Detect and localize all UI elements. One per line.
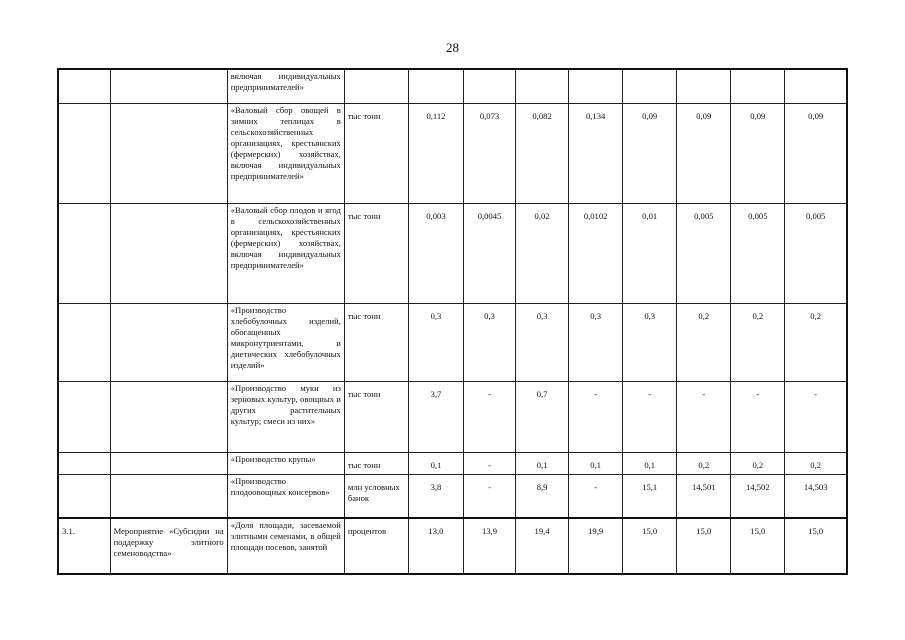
value-cell: -	[623, 381, 677, 452]
value-cell: 0,3	[569, 303, 623, 381]
table-row	[58, 518, 847, 574]
page-number: 28	[446, 40, 459, 55]
indicator-cell: «Валовый сбор овощей в зимних теплицах в сельскохозяйственных организациях, крестьянских (фермерских) хозяйствах, включая индивидуальных предпринимателей»	[227, 103, 344, 203]
unit-cell: тыс тонн	[344, 452, 408, 474]
value-cell: 0,1	[408, 452, 463, 474]
table-row	[58, 103, 847, 203]
value-cell: 15,1	[623, 474, 677, 518]
value-cell	[408, 69, 463, 103]
value-cell: -	[731, 381, 785, 452]
table-row	[58, 69, 847, 103]
value-cell: 0,1	[623, 452, 677, 474]
indicator-cell: «Доля площади, засеваемой элитными семенами, в общей площади посевов, занятой	[227, 518, 344, 574]
value-cell: 13,9	[463, 518, 515, 574]
value-cell: 0,2	[731, 303, 785, 381]
value-cell: 0,2	[785, 452, 847, 474]
value-cell: -	[569, 474, 623, 518]
table-row	[58, 203, 847, 303]
value-cell: -	[463, 474, 515, 518]
table-row	[58, 303, 847, 381]
unit-cell: тыс тонн	[344, 381, 408, 452]
row-code-cell	[58, 303, 110, 381]
value-cell: 13,0	[408, 518, 463, 574]
value-cell: 0,1	[516, 452, 569, 474]
value-cell: 0,0102	[569, 203, 623, 303]
value-cell: -	[785, 381, 847, 452]
value-cell	[463, 69, 515, 103]
indicator-cell: включая индивидуальных предпринимателей»	[227, 69, 344, 103]
unit-cell: млн условных банок	[344, 474, 408, 518]
row-code-cell	[58, 452, 110, 474]
value-cell: 14,501	[677, 474, 731, 518]
value-cell: 0,2	[677, 303, 731, 381]
indicator-cell: «Производство хлебобулочных изделий, обогащенных микронутриентами, и диетических хлебобулочных изделий»	[227, 303, 344, 381]
value-cell: 0,09	[623, 103, 677, 203]
value-cell: 0,005	[785, 203, 847, 303]
unit-cell: тыс тонн	[344, 203, 408, 303]
value-cell: 15,0	[785, 518, 847, 574]
value-cell: 0,112	[408, 103, 463, 203]
unit-cell: тыс тонн	[344, 303, 408, 381]
value-cell: 0,073	[463, 103, 515, 203]
indicator-cell: «Производство муки из зерновых культур, овощных и других растительных культур; смеси из них»	[227, 381, 344, 452]
row-code-cell	[58, 103, 110, 203]
value-cell	[516, 69, 569, 103]
value-cell: -	[463, 381, 515, 452]
value-cell: 19,4	[516, 518, 569, 574]
value-cell: 0,3	[463, 303, 515, 381]
value-cell: -	[569, 381, 623, 452]
value-cell: 0,3	[623, 303, 677, 381]
indicator-cell: «Производство плодоовощных консервов»	[227, 474, 344, 518]
value-cell: 0,2	[731, 452, 785, 474]
value-cell	[623, 69, 677, 103]
value-cell: 3,7	[408, 381, 463, 452]
event-cell	[110, 69, 227, 103]
event-cell	[110, 474, 227, 518]
value-cell: 0,2	[677, 452, 731, 474]
value-cell: 0,02	[516, 203, 569, 303]
value-cell: 15,0	[623, 518, 677, 574]
indicators-table	[57, 68, 848, 575]
row-code-cell	[58, 474, 110, 518]
event-cell	[110, 103, 227, 203]
value-cell: -	[463, 452, 515, 474]
value-cell: -	[677, 381, 731, 452]
table-row	[58, 452, 847, 474]
indicator-cell: «Производство крупы»	[227, 452, 344, 474]
unit-cell	[344, 69, 408, 103]
value-cell: 15,0	[731, 518, 785, 574]
value-cell	[677, 69, 731, 103]
value-cell	[731, 69, 785, 103]
value-cell: 0,134	[569, 103, 623, 203]
row-code-cell	[58, 69, 110, 103]
value-cell: 0,3	[408, 303, 463, 381]
unit-cell: процентов	[344, 518, 408, 574]
value-cell: 14,503	[785, 474, 847, 518]
event-cell	[110, 452, 227, 474]
value-cell: 0,005	[677, 203, 731, 303]
value-cell: 0,7	[516, 381, 569, 452]
value-cell: 0,09	[785, 103, 847, 203]
value-cell: 0,2	[785, 303, 847, 381]
row-code-cell	[58, 203, 110, 303]
value-cell	[569, 69, 623, 103]
value-cell: 0,3	[516, 303, 569, 381]
unit-cell: тыс тонн	[344, 103, 408, 203]
value-cell: 0,1	[569, 452, 623, 474]
event-cell: Мероприятие «Субсидии на поддержку элитного семеноводства»	[110, 518, 227, 574]
value-cell: 3,8	[408, 474, 463, 518]
indicator-cell: «Валовый сбор плодов и ягод в сельскохозяйственных организациях, крестьянских (фермерских) хозяйствах, включая индивидуальных предпринимателей»	[227, 203, 344, 303]
value-cell: 8,9	[516, 474, 569, 518]
value-cell	[785, 69, 847, 103]
row-code-cell	[58, 381, 110, 452]
value-cell: 0,003	[408, 203, 463, 303]
event-cell	[110, 203, 227, 303]
table-row	[58, 381, 847, 452]
table-row	[58, 474, 847, 518]
event-cell	[110, 303, 227, 381]
row-code-cell: 3.1.	[58, 518, 110, 574]
value-cell: 15,0	[677, 518, 731, 574]
event-cell	[110, 381, 227, 452]
value-cell: 19,9	[569, 518, 623, 574]
value-cell: 0,005	[731, 203, 785, 303]
value-cell: 0,0045	[463, 203, 515, 303]
value-cell: 0,01	[623, 203, 677, 303]
value-cell: 0,09	[731, 103, 785, 203]
value-cell: 14,502	[731, 474, 785, 518]
value-cell: 0,082	[516, 103, 569, 203]
value-cell: 0,09	[677, 103, 731, 203]
